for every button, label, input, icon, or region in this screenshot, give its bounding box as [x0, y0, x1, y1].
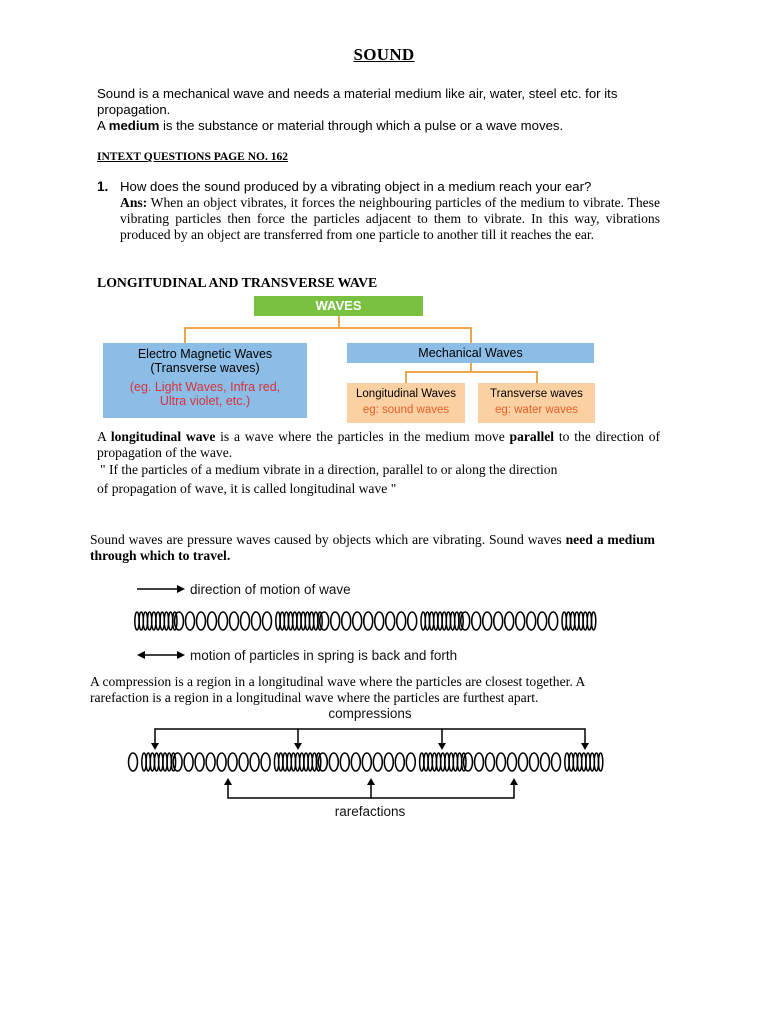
double-arrow-icon: [177, 651, 185, 659]
compressions-label: compressions: [328, 706, 412, 721]
spring-loop: [263, 612, 272, 630]
longitudinal-waves-title: Longitudinal Waves: [356, 388, 456, 400]
connector-line: [536, 371, 538, 383]
spring-loop: [217, 753, 226, 771]
spring-loop: [475, 753, 484, 771]
answer-paragraph: Ans: When an object vibrates, it forces the neighbouring particles of the medium to vibrate. These vibrating particles then force the particles adjacent to them to vibrate. In this way, vibrations produced by an object are transferred from one particle to another till it reaches the ear.: [120, 195, 660, 242]
spring-loop: [527, 612, 536, 630]
pressure-paragraph: Sound waves are pressure waves caused by objects which are vibrating. Sound waves need a medium through which to travel.: [90, 532, 656, 563]
section-heading: LONGITUDINAL AND TRANSVERSE WAVE: [97, 275, 378, 290]
spring-loop: [505, 612, 514, 630]
spring-loop: [408, 612, 417, 630]
quote-line-1: " If the particles of a medium vibrate in a direction, parallel to or along the direction: [100, 462, 558, 477]
intro-line-3: A medium is the substance or material through which a pulse or a wave moves.: [97, 118, 564, 133]
spring-loop: [406, 753, 415, 771]
em-waves-example: (eg. Light Waves, Infra red,: [129, 380, 281, 394]
arrow-up-icon: [224, 778, 232, 785]
question-number: 1.: [97, 179, 109, 194]
spring-loop: [384, 753, 393, 771]
em-waves-box: [103, 343, 307, 418]
spring-loop: [516, 612, 525, 630]
intro-line-1: Sound is a mechanical wave and needs a material medium like air, water, steel etc. for its: [97, 86, 618, 101]
spring-loop: [186, 612, 195, 630]
spring-loop: [538, 612, 547, 630]
longitudinal-waves-example: eg: sound waves: [362, 404, 450, 416]
spring-loop: [362, 753, 371, 771]
spring-loop: [329, 753, 338, 771]
spring-loop: [395, 753, 404, 771]
spring-loop: [230, 612, 239, 630]
spring-loop: [353, 612, 362, 630]
spring-loop: [219, 612, 228, 630]
transverse-waves-title: Transverse waves: [490, 388, 583, 400]
mechanical-waves-box: Mechanical Waves: [347, 343, 594, 363]
spring-loop: [386, 612, 395, 630]
spring-loop: [519, 753, 528, 771]
answer-label: Ans:: [120, 195, 148, 210]
spring-loop: [206, 753, 215, 771]
spring-loop: [591, 612, 595, 630]
connector-line: [470, 327, 472, 343]
em-waves-subtitle: (Transverse waves): [150, 361, 260, 375]
spring-loop: [549, 612, 558, 630]
spring-coil: [129, 753, 603, 771]
spring-loop: [541, 753, 550, 771]
spring-loop: [208, 612, 217, 630]
spring-loop: [175, 612, 184, 630]
spring-loop: [241, 612, 250, 630]
quote-line-2: of propagation of wave, it is called longitudinal wave ": [97, 481, 397, 496]
spring-loop: [530, 753, 539, 771]
waves-root-box: WAVES: [254, 296, 423, 316]
spring-loop: [397, 612, 406, 630]
arrow-up-icon: [510, 778, 518, 785]
em-waves-example: Ultra violet, etc.): [159, 394, 251, 408]
spring-loop: [497, 753, 506, 771]
spring-loop: [197, 612, 206, 630]
arrow-down-icon: [151, 743, 159, 750]
connector-line: [405, 371, 407, 383]
spring-loop: [483, 612, 492, 630]
spring-loop: [318, 753, 327, 771]
compression-line-2: rarefaction is a region in a longitudinal wave where the particles are furthest apart.: [90, 690, 539, 705]
spring-loop: [351, 753, 360, 771]
spring-loop: [472, 612, 481, 630]
spring-diagram-2: [125, 703, 615, 823]
spring-loop: [486, 753, 495, 771]
spring-loop: [364, 612, 373, 630]
spring-loop: [129, 753, 138, 771]
longitudinal-waves-box: [347, 383, 465, 423]
spring-loop: [342, 612, 351, 630]
double-arrow-icon: [137, 651, 145, 659]
connector-line: [184, 327, 186, 343]
spring-loop: [508, 753, 517, 771]
spring-diagram-1: [125, 575, 615, 673]
arrow-down-icon: [581, 743, 589, 750]
transverse-waves-box: [478, 383, 595, 423]
longitudinal-definition: A longitudinal wave is a wave where the particles in the medium move parallel to the direction of propagation of the wave.: [97, 429, 661, 460]
connector-line: [405, 371, 538, 373]
spring-loop: [184, 753, 193, 771]
spring-loop: [195, 753, 204, 771]
spring-loop: [239, 753, 248, 771]
spring-loop: [464, 753, 473, 771]
spring-loop: [494, 612, 503, 630]
spring-loop: [373, 753, 382, 771]
spring-loop: [375, 612, 384, 630]
spring-loop: [250, 753, 259, 771]
arrow-down-icon: [438, 743, 446, 750]
spring-loop: [252, 612, 261, 630]
em-waves-title: Electro Magnetic Waves: [137, 347, 273, 361]
question-text: How does the sound produced by a vibrating object in a medium reach your ear?: [120, 179, 592, 194]
spring-loop: [228, 753, 237, 771]
spring-loop: [598, 753, 602, 771]
compression-line-1: A compression is a region in a longitudinal wave where the particles are closest together. A: [90, 674, 586, 689]
compressions-bracket: [155, 729, 585, 745]
spring-loop: [331, 612, 340, 630]
spring-loop: [552, 753, 561, 771]
spring-loop: [461, 612, 470, 630]
intext-heading: INTEXT QUESTIONS PAGE NO. 162: [97, 151, 288, 163]
intro-line-2: propagation.: [97, 102, 171, 117]
spring-loop: [173, 753, 182, 771]
spring-loop: [340, 753, 349, 771]
spring1-bottom-label: motion of particles in spring is back and forth: [190, 648, 458, 663]
page-title: SOUND: [353, 45, 415, 64]
spring1-top-label: direction of motion of wave: [190, 582, 351, 597]
arrow-right-icon: [177, 585, 185, 593]
rarefactions-label: rarefactions: [334, 804, 406, 819]
arrow-up-icon: [367, 778, 375, 785]
transverse-waves-example: eg: water waves: [494, 404, 579, 416]
connector-line: [184, 327, 471, 329]
spring-loop: [261, 753, 270, 771]
spring-loop: [320, 612, 329, 630]
arrow-down-icon: [294, 743, 302, 750]
spring-coil: [135, 612, 596, 630]
